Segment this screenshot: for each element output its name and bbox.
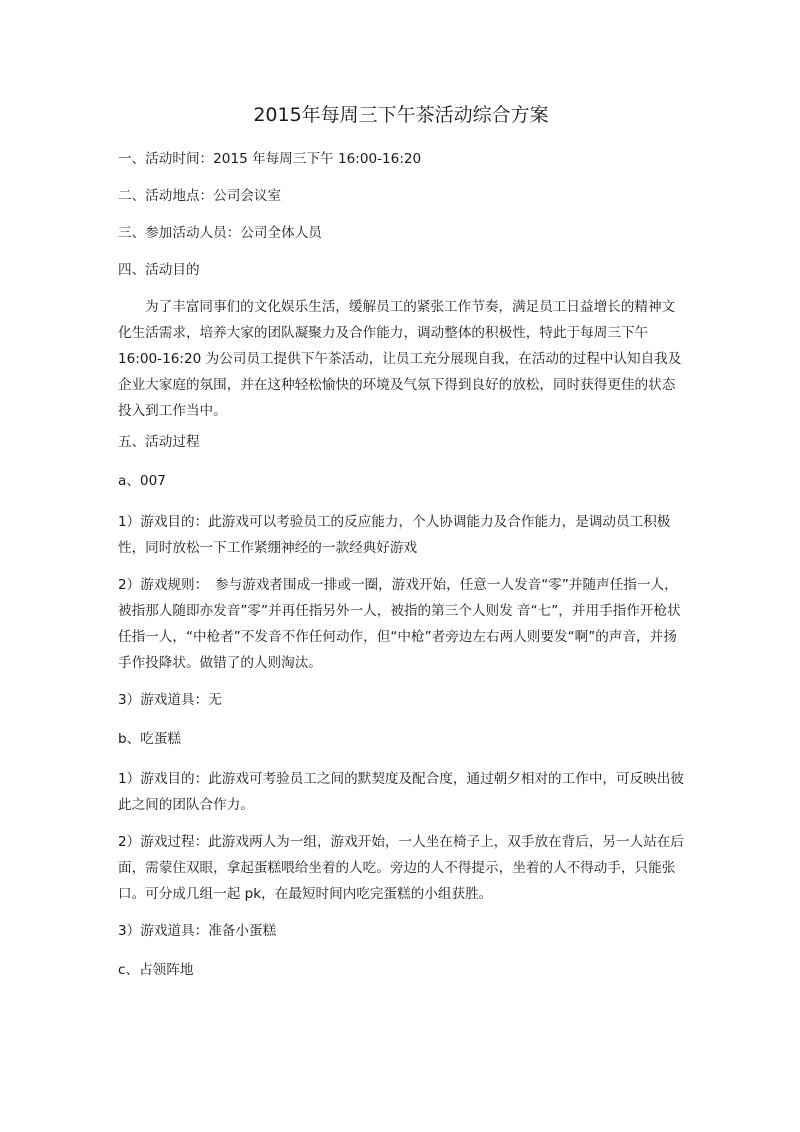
activity-time: 一、活动时间：2015 年每周三下午 16:00-16:20 (118, 151, 422, 167)
game-b-goal: 1）游戏目的：此游戏可考验员工之间的默契度及配合度，通过朝夕相对的工作中，可反映出彼此之间的团队合作力。 (118, 771, 684, 813)
game-b-name: b、吃蛋糕 (118, 731, 182, 747)
game-b-process: 2）游戏过程：此游戏两人为一组，游戏开始，一人坐在椅子上，双手放在背后，另一人站在后面，需蒙住双眼，拿起蛋糕喂给坐着的人吃。旁边的人不得提示，坐着的人不得动手，只能张口。可分成几组一起 pk，在最短时间内吃完蛋糕的小组获胜。 (118, 834, 684, 902)
purpose-heading: 四、活动目的 (118, 262, 200, 278)
game-a-name: a、007 (118, 473, 166, 489)
game-a-goal: 1）游戏目的：此游戏可以考验员工的反应能力，个人协调能力及合作能力，是调动员工积极性，同时放松一下工作紧绷神经的一款经典好游戏 (118, 514, 671, 556)
purpose-paragraph: 为了丰富同事们的文化娱乐生活，缓解员工的紧张工作节奏，满足员工日益增长的精神文化生活需求，培养大家的团队凝聚力及合作能力，调动整体的积极性，特此于每周三下午 16:00-16:20 为公司员工提供下午茶活动，让员工充分展现自我，在活动的过程中认知自我及企业大家庭的氛围，并在这种轻松愉快的环境及气氛下得到良好的放松，同时获得更佳的状态投入到工作当中。 (118, 299, 682, 419)
game-a-rules: 2）游戏规则： 参与游戏者围成一排或一圈，游戏开始，任意一人发音“零”并随声任指一人，被指那人随即亦发音”零”并再任指另外一人，被指的第三个人则发 音“七”，并用手指作开枪状任指一人，“中枪者”不发音不作任何动作，但“中枪”者旁边左右两人则要发“啊”的声音，并扬手作投降状。做错了的人则淘汰。 (118, 577, 681, 671)
process-heading: 五、活动过程 (118, 434, 200, 450)
game-b-props: 3）游戏道具：准备小蛋糕 (118, 923, 277, 939)
activity-location: 二、活动地点：公司会议室 (118, 188, 282, 204)
game-c-name: c、占领阵地 (118, 962, 194, 978)
activity-participants: 三、参加活动人员：公司全体人员 (118, 225, 322, 241)
game-a-props: 3）游戏道具：无 (118, 692, 222, 708)
document-title: 2015年每周三下午茶活动综合方案 (253, 104, 549, 126)
